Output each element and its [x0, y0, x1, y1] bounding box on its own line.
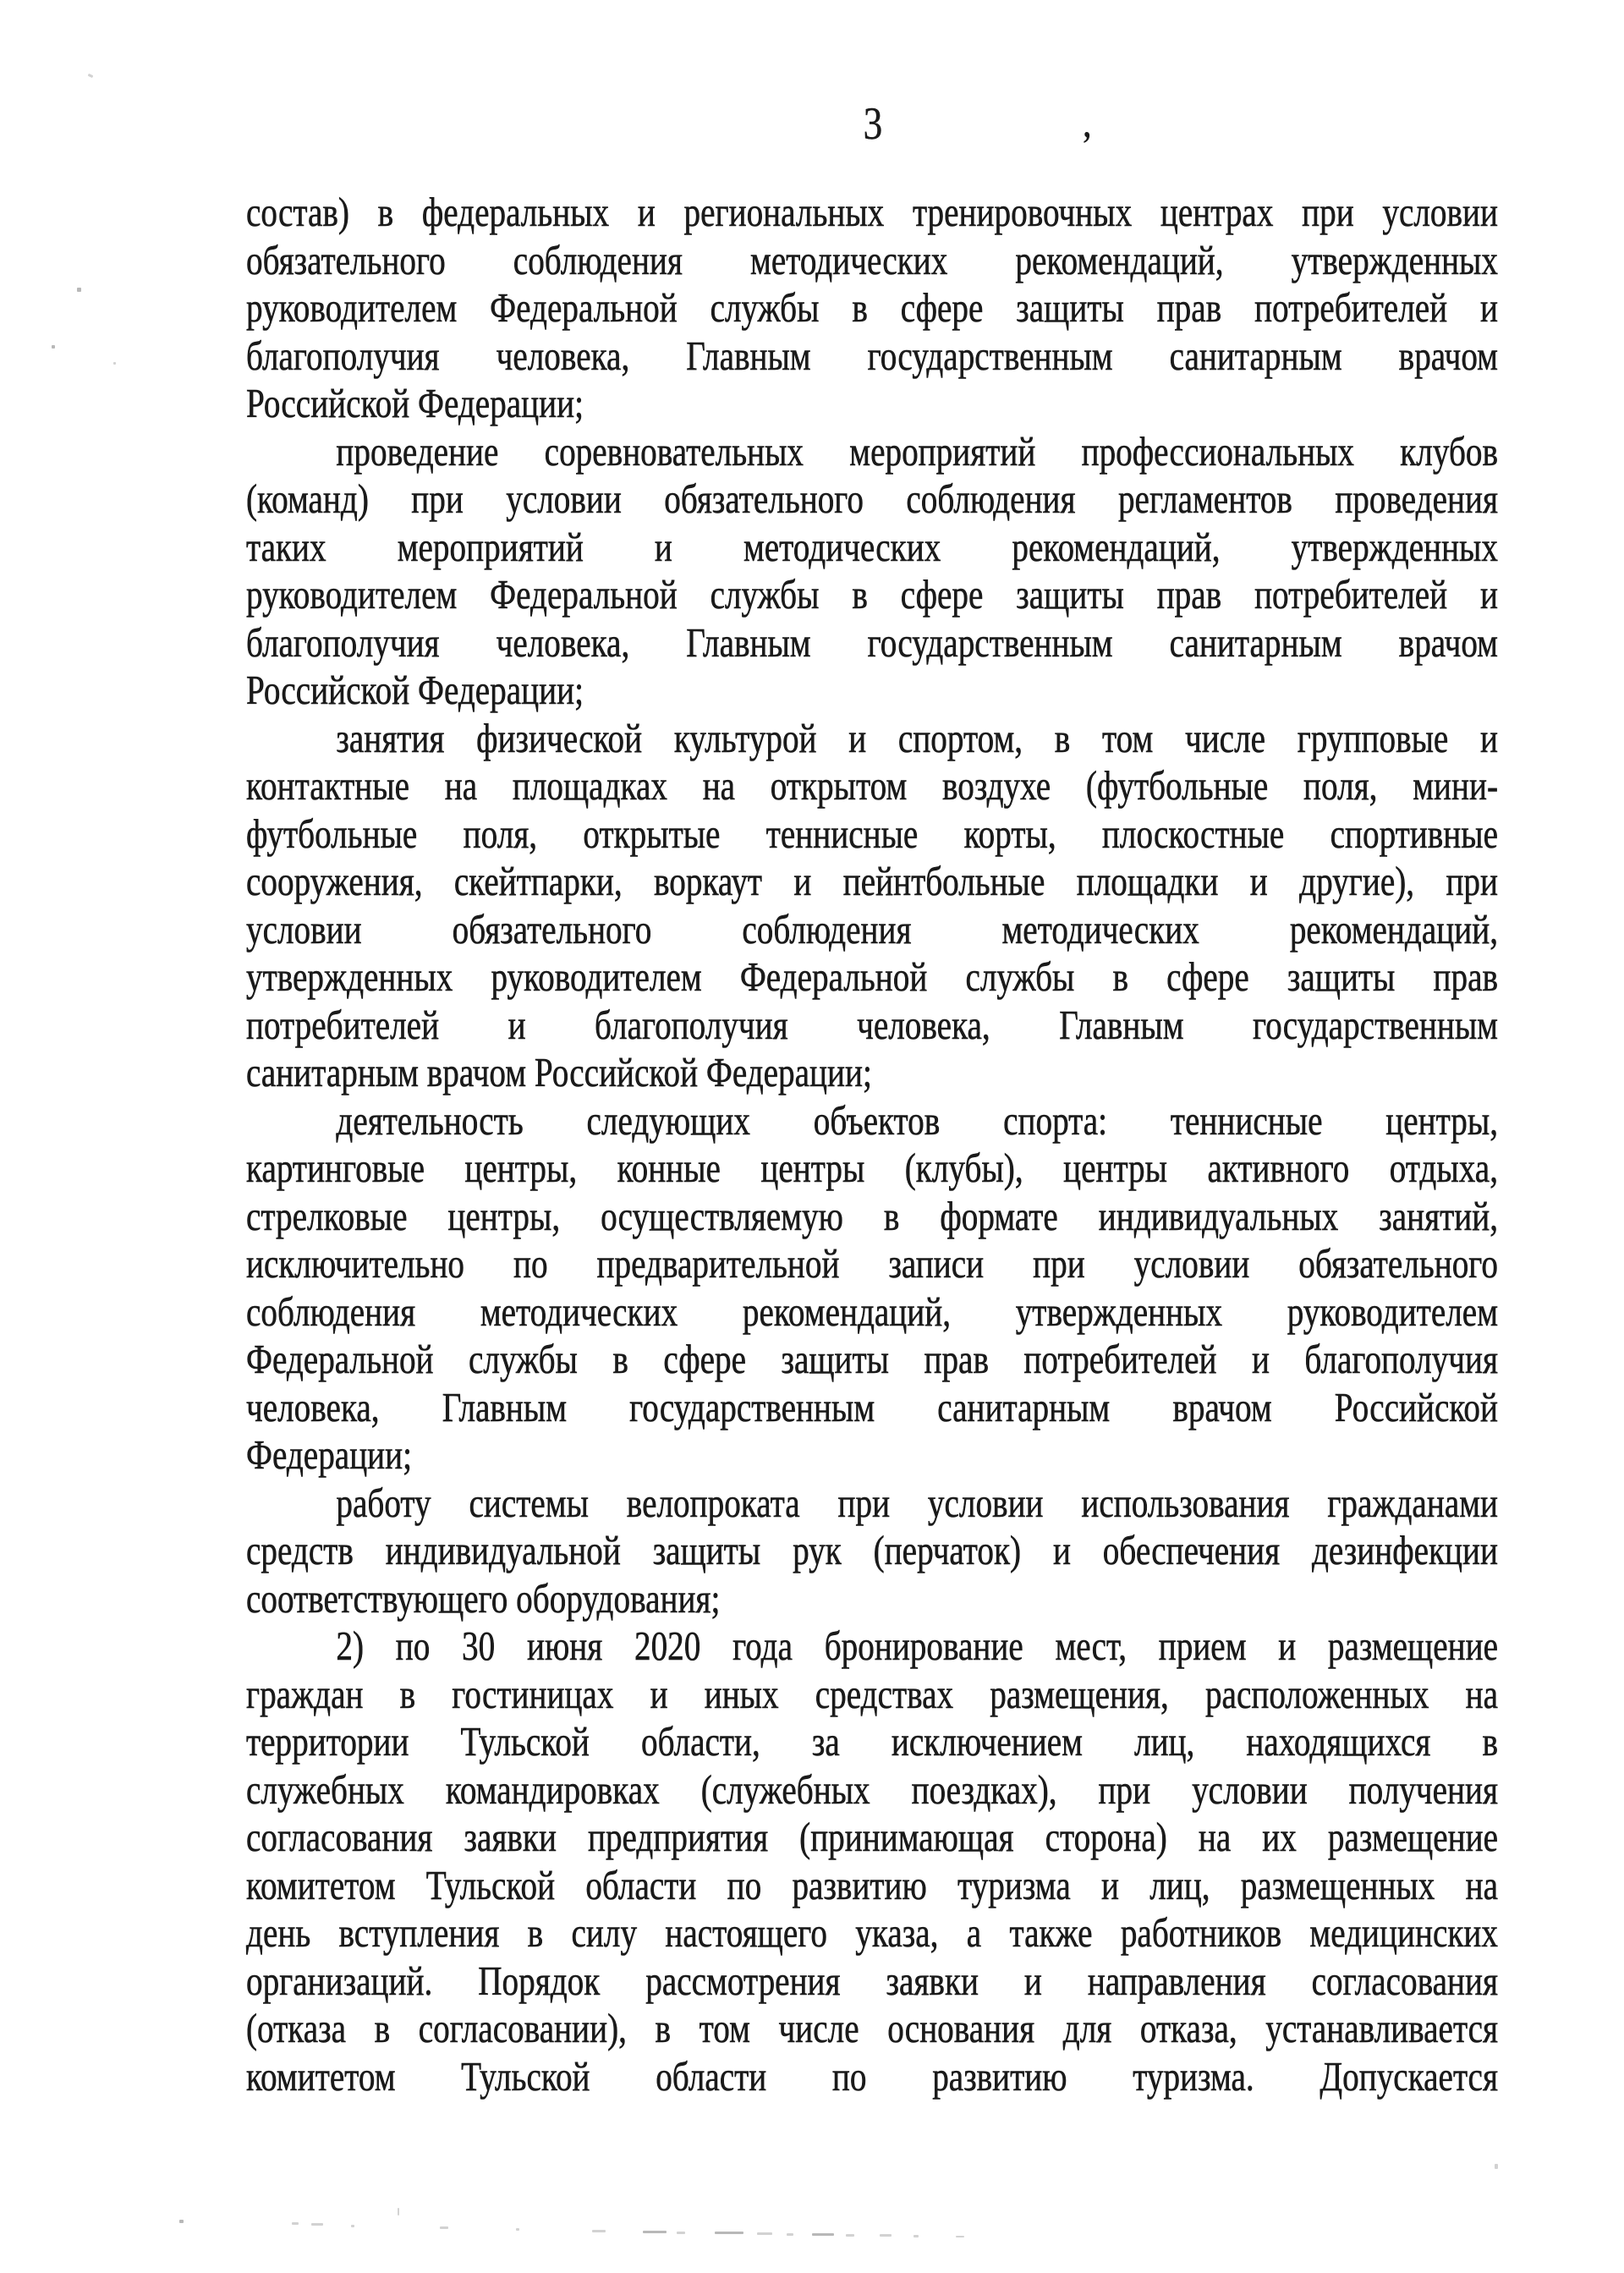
scan-artifact: [787, 2233, 793, 2236]
text-line: футбольные поля, открытые теннисные корты, плоскостные спортивные: [246, 810, 1498, 857]
body-text: [246, 189, 1498, 2100]
text-line: (команд) при условии обязательного соблюдения регламентов проведения: [246, 475, 1498, 522]
text-line: согласования заявки предприятия (принимающая сторона) на их размещение: [246, 1814, 1498, 1860]
text-line: 2) по 30 июня 2020 года бронирование мест, прием и размещение: [336, 1622, 1498, 1669]
text-line: организаций. Порядок рассмотрения заявки и направления согласования: [246, 1957, 1498, 2004]
scan-artifact: [956, 2236, 964, 2237]
text-line: исключительно по предварительной записи при условии обязательного: [246, 1240, 1498, 1287]
text-line: соблюдения методических рекомендаций, утвержденных руководителем: [246, 1287, 1498, 1335]
text-line: территории Тульской области, за исключением лиц, находящихся в: [246, 1718, 1498, 1765]
text-line: занятия физической культурой и спортом, в том числе групповые и: [336, 714, 1498, 761]
scan-artifact: [292, 2222, 299, 2225]
scan-artifact: [77, 288, 81, 292]
text-line: картинговые центры, конные центры (клубы), центры активного отдыха,: [246, 1145, 1498, 1191]
text-line: потребителей и благополучия человека, Главным государственным: [246, 1001, 1498, 1048]
text-line: руководителем Федеральной службы в сфере защиты прав потребителей и: [246, 571, 1498, 618]
scan-artifact: [179, 2220, 184, 2223]
text-line: проведение соревновательных мероприятий профессиональных клубов: [336, 427, 1498, 475]
scan-artifact: [88, 74, 94, 78]
text-line: благополучия человека, Главным государственным санитарным врачом: [246, 332, 1498, 379]
scan-artifact: [715, 2232, 743, 2234]
scan-artifact: [440, 2226, 448, 2229]
text-line: граждан в гостиницах и иных средствах размещения, расположенных на: [246, 1670, 1498, 1717]
scan-artifact: [1495, 2164, 1498, 2169]
text-line: комитетом Тульской области по развитию туризма и лиц, размещенных на: [246, 1861, 1498, 1908]
text-line: служебных командировках (служебных поездках), при условии получения: [246, 1765, 1498, 1813]
scan-artifact: [52, 345, 55, 349]
scan-artifact: [643, 2231, 667, 2233]
text-line: Российской Федерации;: [246, 667, 584, 713]
scan-artifact: [846, 2234, 854, 2237]
scan-artifact: [311, 2223, 323, 2226]
scan-artifact-comma: ,: [1084, 107, 1091, 145]
text-line: состав) в федеральных и региональных тренировочных центрах при условии: [246, 189, 1498, 235]
text-line: комитетом Тульской области по развитию туризма. Допускается: [246, 2052, 1498, 2100]
text-line: день вступления в силу настоящего указа, а также работников медицинских: [246, 1909, 1498, 1956]
text-line: Федеральной службы в сфере защиты прав потребителей и благополучия: [246, 1336, 1498, 1382]
text-line: сооружения, скейтпарки, воркаут и пейнтбольные площадки и другие), при: [246, 858, 1498, 904]
text-line: соответствующего оборудования;: [246, 1574, 721, 1622]
text-line: руководителем Федеральной службы в сфере защиты прав потребителей и: [246, 284, 1498, 331]
scan-artifact: [677, 2232, 685, 2234]
scan-artifact: [880, 2234, 892, 2237]
text-line: средств индивидуальной защиты рук (перчаток) и обеспечения дезинфекции: [246, 1527, 1498, 1573]
scan-artifact: [914, 2235, 919, 2237]
text-line: благополучия человека, Главным государственным санитарным врачом: [246, 618, 1498, 666]
text-line: условии обязательного соблюдения методических рекомендаций,: [246, 905, 1498, 953]
text-line: таких мероприятий и методических рекомендаций, утвержденных: [246, 523, 1498, 570]
text-line: утвержденных руководителем Федеральной службы в сфере защиты прав: [246, 953, 1498, 1000]
text-line: Федерации;: [246, 1431, 413, 1478]
text-line: Российской Федерации;: [246, 380, 584, 426]
scan-artifact: [516, 2228, 519, 2231]
scan-artifact: [113, 362, 116, 365]
text-line: санитарным врачом Российской Федерации;: [246, 1049, 872, 1095]
text-line: (отказа в согласовании), в том числе основания для отказа, устанавливается: [246, 2005, 1498, 2051]
scan-artifact: [351, 2225, 354, 2227]
text-line: обязательного соблюдения методических рекомендаций, утвержденных: [246, 236, 1498, 283]
scan-artifact: [398, 2208, 399, 2215]
text-line: работу системы велопроката при условии использования гражданами: [336, 1479, 1498, 1526]
page-number: 3: [863, 98, 883, 149]
text-line: человека, Главным государственным санитарным врачом Российской: [246, 1383, 1498, 1430]
text-line: стрелковые центры, осуществляемую в формате индивидуальных занятий,: [246, 1192, 1498, 1239]
scan-artifact: [757, 2232, 772, 2235]
scan-artifact: [592, 2230, 606, 2232]
scan-artifact: [812, 2233, 834, 2236]
text-line: деятельность следующих объектов спорта: теннисные центры,: [336, 1096, 1498, 1144]
text-line: контактные на площадках на открытом воздухе (футбольные поля, мини-: [246, 762, 1498, 809]
